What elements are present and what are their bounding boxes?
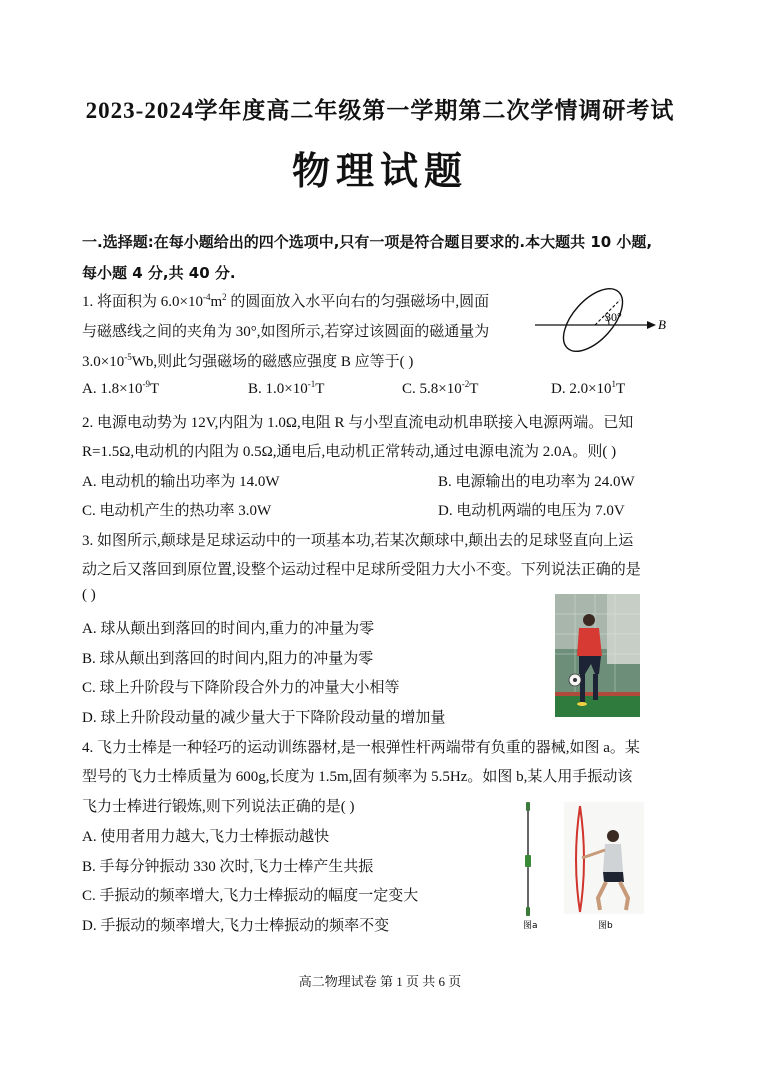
q4-option-d: D. 手振动的频率增大,飞力士棒振动的频率不变 bbox=[82, 918, 390, 934]
field-label: B bbox=[658, 317, 666, 332]
q2-option-b: B. 电源输出的电功率为 24.0W bbox=[438, 474, 635, 490]
q4-line2: 型号的飞力士棒质量为 600g,长度为 1.5m,固有频率为 5.5Hz。如图 b,某人用手振动该 bbox=[82, 769, 633, 785]
exam-title: 2023-2024学年度高二年级第一学期第二次学情调研考试 bbox=[85, 98, 675, 123]
q1-option-b: B. $1.0\times 10^{-1}T$ bbox=[248, 379, 325, 397]
athlete-shorts bbox=[603, 872, 624, 882]
q3-option-b: B. 球从颠出到落回的时间内,阻力的冲量为零 bbox=[82, 651, 374, 667]
q1-line2: 与磁感线之间的夹角为 30°,如图所示,若穿过该圆面的磁通量为 bbox=[82, 324, 490, 340]
q2-option-c: C. 电动机产生的热功率 3.0W bbox=[82, 503, 272, 519]
q2-line1: 2. 电源电动势为 12V,内阻为 1.0Ω,电阻 R 与小型直流电动机串联接入电源两端。已知 bbox=[82, 415, 634, 431]
q1-line1: 1. 将面积为 $6.0\times 10^{-4}m^2$ 的圆面放入水平向右的匀强磁场中,圆面 bbox=[82, 292, 490, 310]
bar-weight-bottom bbox=[526, 907, 530, 916]
q4-option-b: B. 手每分钟振动 330 次时,飞力士棒产生共振 bbox=[82, 859, 374, 875]
q3-line2: 动之后又落回到原位置,设整个运动过程中足球所受阻力大小不变。下列说法正确的是 bbox=[82, 562, 641, 578]
q4-option-a: A. 使用者用力越大,飞力士棒振动越快 bbox=[82, 829, 330, 845]
q4-line1: 4. 飞力士棒是一种轻巧的运动训练器材,是一根弹性杆两端带有负重的器械,如图 a。某 bbox=[82, 740, 640, 756]
q3-line1: 3. 如图所示,颠球是足球运动中的一项基本功,若某次颠球中,颠出去的足球竖直向上运 bbox=[82, 533, 634, 549]
q2-option-a: A. 电动机的输出功率为 14.0W bbox=[82, 474, 280, 490]
q3-line3: ( ) bbox=[82, 587, 96, 603]
bar-weight-top bbox=[526, 802, 530, 811]
q3-option-a: A. 球从颠出到落回的时间内,重力的冲量为零 bbox=[82, 621, 375, 637]
q4-flexi-bar-figure bbox=[520, 800, 650, 932]
figure-b-label: 图b bbox=[598, 921, 613, 931]
section-heading-line2: 每小题 4 分,共 40 分. bbox=[82, 264, 236, 282]
q2-line2: R=1.5Ω,电动机的内阻为 0.5Ω,通电后,电动机正常转动,通过电源电流为 2.0A。则( ) bbox=[82, 444, 617, 460]
section-heading-line1: 一.选择题:在每小题给出的四个选项中,只有一项是符合题目要求的.本大题共 10 小题, bbox=[82, 233, 653, 251]
q4-line3: 飞力士棒进行锻炼,则下列说法正确的是( ) bbox=[82, 799, 355, 815]
q3-option-d: D. 球上升阶段动量的减少量大于下降阶段动量的增加量 bbox=[82, 710, 446, 726]
page-footer: 高二物理试卷 第 1 页 共 6 页 bbox=[298, 974, 462, 989]
athlete-head bbox=[607, 830, 619, 842]
q1-magnetic-field-figure bbox=[535, 280, 675, 360]
q4-option-c: C. 手振动的频率增大,飞力士棒振动的幅度一定变大 bbox=[82, 888, 419, 904]
q3-option-c: C. 球上升阶段与下降阶段合外力的冲量大小相等 bbox=[82, 680, 400, 696]
athlete-shirt bbox=[603, 844, 623, 872]
q1-option-d: D. $2.0\times 10^1T$ bbox=[551, 379, 626, 397]
q1-option-c: C. $5.8\times 10^{-2}T$ bbox=[402, 379, 479, 397]
arrow-head bbox=[647, 321, 656, 329]
figure-a-label: 图a bbox=[523, 921, 538, 931]
q3-football-photo bbox=[555, 594, 640, 717]
q1-line3: $3.0\times 10^{-5}Wb$,则此匀强磁场的磁感应强度 B 应等于( ) bbox=[82, 352, 414, 370]
subject-title: 物理试题 bbox=[291, 151, 468, 193]
bar-grip bbox=[525, 855, 531, 867]
angle-label: 30° bbox=[605, 310, 622, 324]
q2-option-d: D. 电动机两端的电压为 7.0V bbox=[438, 503, 625, 519]
q1-option-a: A. $1.8\times 10^{-9}T$ bbox=[82, 379, 160, 397]
